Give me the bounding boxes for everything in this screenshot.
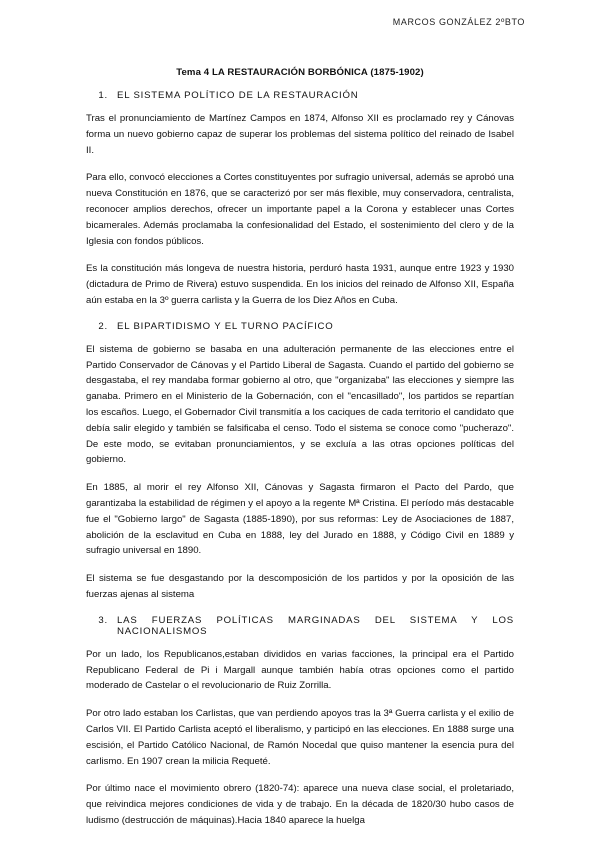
section-title: LAS FUERZAS POLÍTICAS MARGINADAS DEL SISTEMA Y LOS NACIONALISMOS [117,614,514,637]
section-heading-2 [86,321,514,332]
paragraph: Es la constitución más longeva de nuestra historia, perduró hasta 1931, aunque entre 1923 y 1930 (dictadura de Primo de Rivera) estuvo suspendida. En los inicios del reinado de Alfonso XII, España aún estaba en la 3º guerra carlista y la Guerra de los Diez Años en Cuba. [86,263,514,306]
paragraph: Por otro lado estaban los Carlistas, que van perdiendo apoyos tras la 3ª Guerra carlista y el exilio de Carlos VII. El Partido Carlista aceptó el liberalismo, y participó en las elecciones. En 1888 surge una escisión, el Partido Católico Nacional, de Ramón Nocedal que quiso mantener la esencia pura del carlismo. En 1907 crean la milicia Requeté. [86,708,514,767]
section-number: 1. [98,90,108,101]
paragraph: El sistema se fue desgastando por la descomposición de los partidos y por la oposición de las fuerzas ajenas al sistema [86,573,514,600]
document-body [86,67,514,829]
paragraph: Por último nace el movimiento obrero (1820-74): aparece una nueva clase social, el proletariado, que reivindica mejores condiciones de vida y de trabajo. En la década de 1820/30 hubo casos de ludismo (destrucción de máquinas).Hacia 1840 aparece la huelga [86,783,514,826]
paragraph: En 1885, al morir el rey Alfonso XII, Cánovas y Sagasta firmaron el Pacto del Pardo, que garantizaba la estabilidad de régimen y el apoyo a la regente Mª Cristina. El período más destacable fue el "Gobierno largo" de Sagasta (1885-1890), por sus reformas: Ley de Asociaciones de 1887, abolición de la esclavitud en Cuba en 1888, ley del Jurado en 1888, y Código Civil en 1889 y sufragio universal en 1890. [86,482,514,557]
paragraph: Para ello, convocó elecciones a Cortes constituyentes por sufragio universal, además se aprobó una nueva Constitución en 1876, que se caracterizó por ser más flexible, muy conservadora, centralista, reconocer amplios derechos, ofrecer un importante papel a la Corona y establecer unas Cortes bicamerales. Además proclamaba la confesionalidad del Estado, el sostenimiento del clero y de la Iglesia con fondos públicos. [86,172,514,247]
section-number: 2. [98,320,108,332]
paragraph: El sistema de gobierno se basaba en una adulteración permanente de las elecciones entre el Partido Conservador de Cánovas y el Partido Liberal de Sagasta. Cuando el partido del gobierno se desgastaba, el rey mandaba formar gobierno al otro, que "organizaba" las elecciones y siempre las ganaba. Primero en el Ministerio de la Gobernación, con el "encasillado", los partidos se repartían los escaños. Luego, el Gobernador Civil transmitía a los caciques de cada territorio el candidato que debía salir elegido y también se falsificaba el censo. Todo el sistema se conoce como "pucherazo". De este modo, se evitaban pronunciamientos, y se excluía a las otras opciones políticas del gobierno. [86,343,514,466]
section-number: 3. [98,614,108,626]
document-title: Tema 4 LA RESTAURACIÓN BORBÓNICA (1875-1902) [176,67,424,78]
section-title: EL SISTEMA POLÍTICO DE LA RESTAURACIÓN [117,90,359,101]
section-heading-3 [86,615,514,637]
paragraph: Tras el pronunciamiento de Martínez Campos en 1874, Alfonso XII es proclamado rey y Cánovas forma un nuevo gobierno capaz de superar los problemas del sistema político del reinado de Isabel II. [86,113,514,156]
section-heading-1 [86,90,514,101]
paragraph: Por un lado, los Republicanos,estaban divididos en varias facciones, la principal era el Partido Republicano Federal de Pi i Margall aunque también había otras opciones como el partido moderado de Castelar o el revolucionario de Ruiz Zorrilla. [86,648,514,692]
section-title: EL BIPARTIDISMO Y EL TURNO PACÍFICO [117,320,334,332]
author-header: MARCOS GONZÁLEZ 2ºBTO [392,17,525,27]
